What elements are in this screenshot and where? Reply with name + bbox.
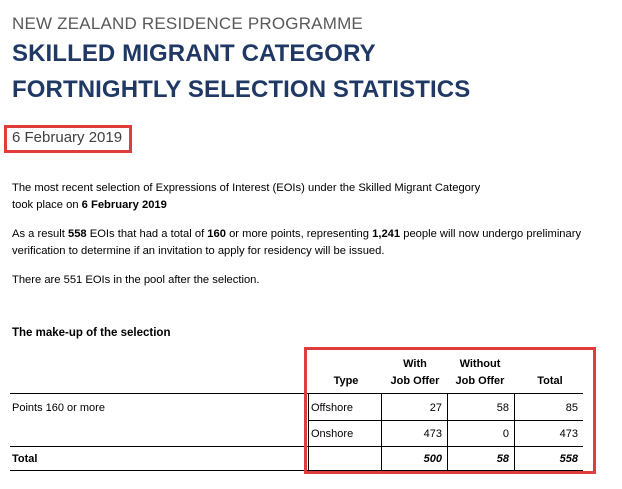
header-without-line1: Without xyxy=(459,358,501,370)
row-label-total: Total xyxy=(12,453,38,465)
cell-offshore-with: 27 xyxy=(429,402,442,414)
points-threshold: 160 xyxy=(207,228,226,240)
intro-line2: took place on 6 February 2019 xyxy=(12,199,167,211)
result-paragraph xyxy=(12,226,581,260)
page-title-line1: SKILLED MIGRANT CATEGORY xyxy=(12,40,376,67)
row-label-points: Points 160 or more xyxy=(12,402,105,414)
cell-offshore-without: 58 xyxy=(496,402,509,414)
cell-type-onshore: Onshore xyxy=(311,428,354,440)
cell-onshore-total: 473 xyxy=(559,428,578,440)
header-without-line2: Job Offer xyxy=(455,375,505,387)
cell-total-with: 500 xyxy=(423,453,442,465)
header-with-line1: With xyxy=(403,358,427,370)
cell-onshore-without: 0 xyxy=(502,428,509,440)
selection-date: 6 February 2019 xyxy=(12,129,123,146)
cell-total-total: 558 xyxy=(559,453,578,465)
header-total: Total xyxy=(537,375,563,387)
eoi-count: 558 xyxy=(67,228,87,240)
section-heading: The make-up of the selection xyxy=(12,327,171,339)
cell-onshore-with: 473 xyxy=(423,428,442,440)
pool-paragraph: There are 551 EOIs in the pool after the selection. xyxy=(12,274,260,286)
programme-name: NEW ZEALAND RESIDENCE PROGRAMME xyxy=(12,14,363,33)
cell-type-offshore: Offshore xyxy=(311,402,353,414)
intro-paragraph xyxy=(12,180,480,214)
cell-total-without: 58 xyxy=(496,453,509,465)
table-highlight-box xyxy=(304,347,596,474)
result-line2: verification to determine if an invitation to apply for residency will be issued. xyxy=(12,245,385,257)
intro-date: 6 February 2019 xyxy=(81,199,167,211)
intro-line1: The most recent selection of Expressions of Interest (EOIs) under the Skilled Migrant Category xyxy=(12,182,481,194)
cell-offshore-total: 85 xyxy=(565,402,578,414)
page-title-line2: FORTNIGHTLY SELECTION STATISTICS xyxy=(12,76,471,103)
header-with-line2: Job Offer xyxy=(390,375,440,387)
people-count: 1,241 xyxy=(372,228,401,240)
header-type: Type xyxy=(333,375,359,387)
result-line1: As a result 558 EOIs that had a total of 160 or more points, representing 1,241 people will now undergo preliminary xyxy=(12,228,582,240)
